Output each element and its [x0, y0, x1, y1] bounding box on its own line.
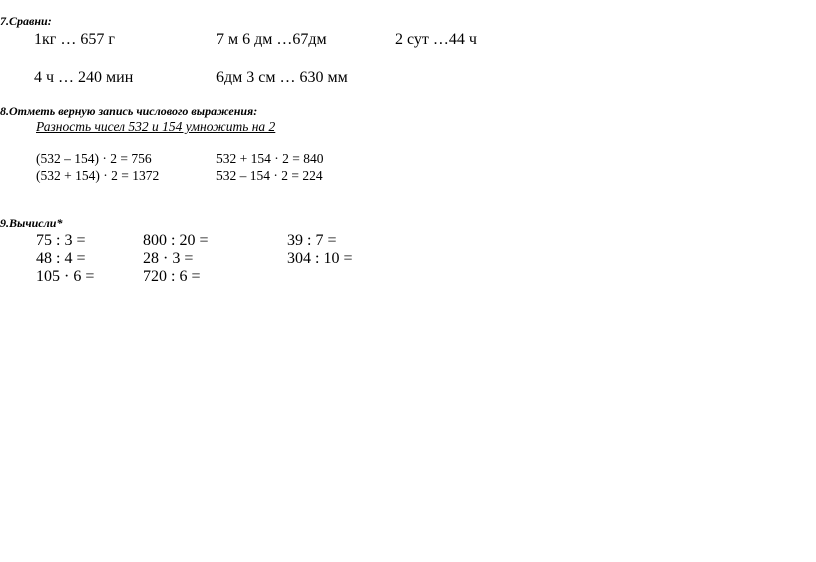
task7-item-4: 4 ч … 240 мин [34, 69, 134, 86]
task7-item-2: 7 м 6 дм …67дм [216, 31, 327, 48]
task9-item-2: 800 : 20 = [143, 232, 209, 249]
task8-statement: Разность чисел 532 и 154 умножить на 2 [36, 119, 276, 134]
task9-item-4: 48 : 4 = [36, 250, 86, 267]
task9-item-3: 39 : 7 = [287, 232, 337, 249]
task7-item-3: 2 сут …44 ч [395, 31, 477, 48]
task9-item-5: 28 · 3 = [143, 250, 194, 267]
task7-item-5: 6дм 3 см … 630 мм [216, 69, 348, 86]
task9-item-8: 720 : 6 = [143, 268, 201, 285]
task7-item-1: 1кг … 657 г [34, 31, 115, 48]
task9-item-1: 75 : 3 = [36, 232, 86, 249]
task9-heading: 9.Вычисли* [0, 216, 63, 230]
task8-option-1: (532 – 154) · 2 = 756 [36, 151, 152, 166]
task8-heading: 8.Отметь верную запись числового выражения: [0, 104, 258, 118]
task8-option-4: 532 – 154 · 2 = 224 [216, 168, 323, 183]
task9-item-6: 304 : 10 = [287, 250, 353, 267]
task8-option-2: 532 + 154 · 2 = 840 [216, 151, 324, 166]
task8-option-3: (532 + 154) · 2 = 1372 [36, 168, 160, 183]
task7-heading: 7.Сравни: [0, 14, 52, 28]
task9-item-7: 105 · 6 = [36, 268, 95, 285]
